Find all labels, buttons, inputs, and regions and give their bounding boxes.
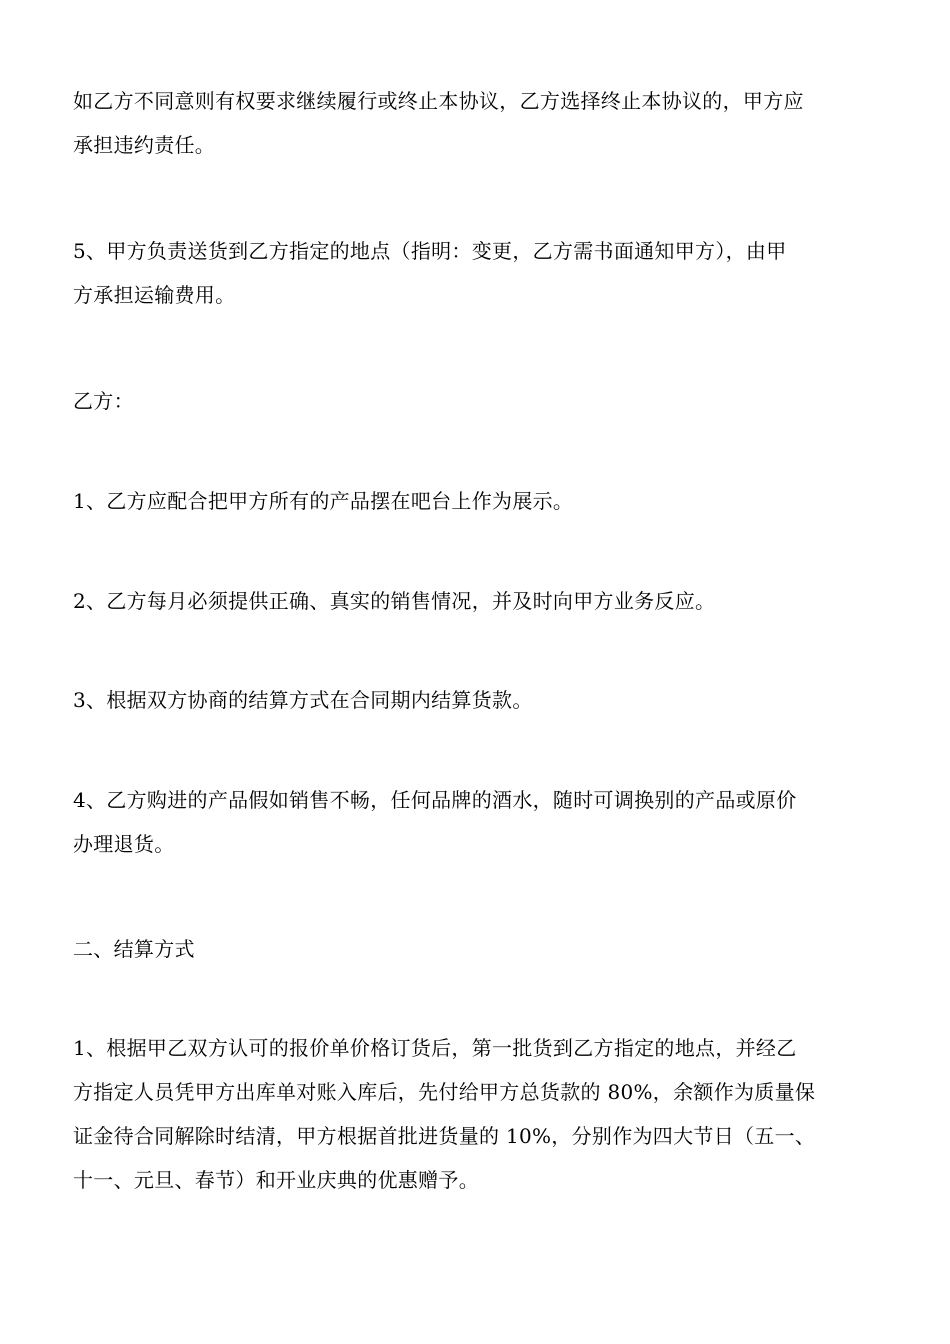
text-line: 十一、元旦、春节）和开业庆典的优惠赠予。 bbox=[73, 1168, 479, 1192]
text-line: 2、乙方每月必须提供正确、真实的销售情况，并及时向甲方业务反应。 bbox=[73, 589, 716, 613]
text-line: 二、结算方式 bbox=[73, 937, 195, 961]
text-line: 如乙方不同意则有权要求继续履行或终止本协议，乙方选择终止本协议的，甲方应 bbox=[73, 89, 804, 113]
section-heading-party-b bbox=[73, 379, 881, 423]
text-line: 办理退货。 bbox=[73, 832, 175, 856]
paragraph-termination-clause bbox=[73, 79, 881, 167]
text-line: 乙方： bbox=[73, 389, 134, 413]
paragraph-delivery-clause bbox=[73, 229, 881, 317]
text-line: 1、根据甲乙双方认可的报价单价格订货后，第一批货到乙方指定的地点，并经乙 bbox=[73, 1036, 797, 1060]
paragraph-party-b-item-3 bbox=[73, 678, 881, 722]
text-line: 证金待合同解除时结清，甲方根据首批进货量的 10%，分别作为四大节日（五一、 bbox=[73, 1124, 816, 1148]
text-line: 承担违约责任。 bbox=[73, 133, 216, 157]
text-line: 4、乙方购进的产品假如销售不畅，任何品牌的酒水，随时可调换别的产品或原价 bbox=[73, 788, 797, 812]
text-line: 3、根据双方协商的结算方式在合同期内结算货款。 bbox=[73, 688, 533, 712]
paragraph-party-b-item-2 bbox=[73, 579, 881, 623]
text-line: 方承担运输费用。 bbox=[73, 283, 236, 307]
text-line: 方指定人员凭甲方出库单对账入库后，先付给甲方总货款的 80%，余额作为质量保 bbox=[73, 1080, 816, 1104]
text-line: 1、乙方应配合把甲方所有的产品摆在吧台上作为展示。 bbox=[73, 489, 574, 513]
section-heading-settlement bbox=[73, 927, 881, 971]
paragraph-party-b-item-1 bbox=[73, 479, 881, 523]
text-line: 5、甲方负责送货到乙方指定的地点（指明：变更，乙方需书面通知甲方），由甲 bbox=[73, 239, 787, 263]
paragraph-settlement-item-1 bbox=[73, 1026, 881, 1202]
paragraph-party-b-item-4 bbox=[73, 778, 881, 866]
